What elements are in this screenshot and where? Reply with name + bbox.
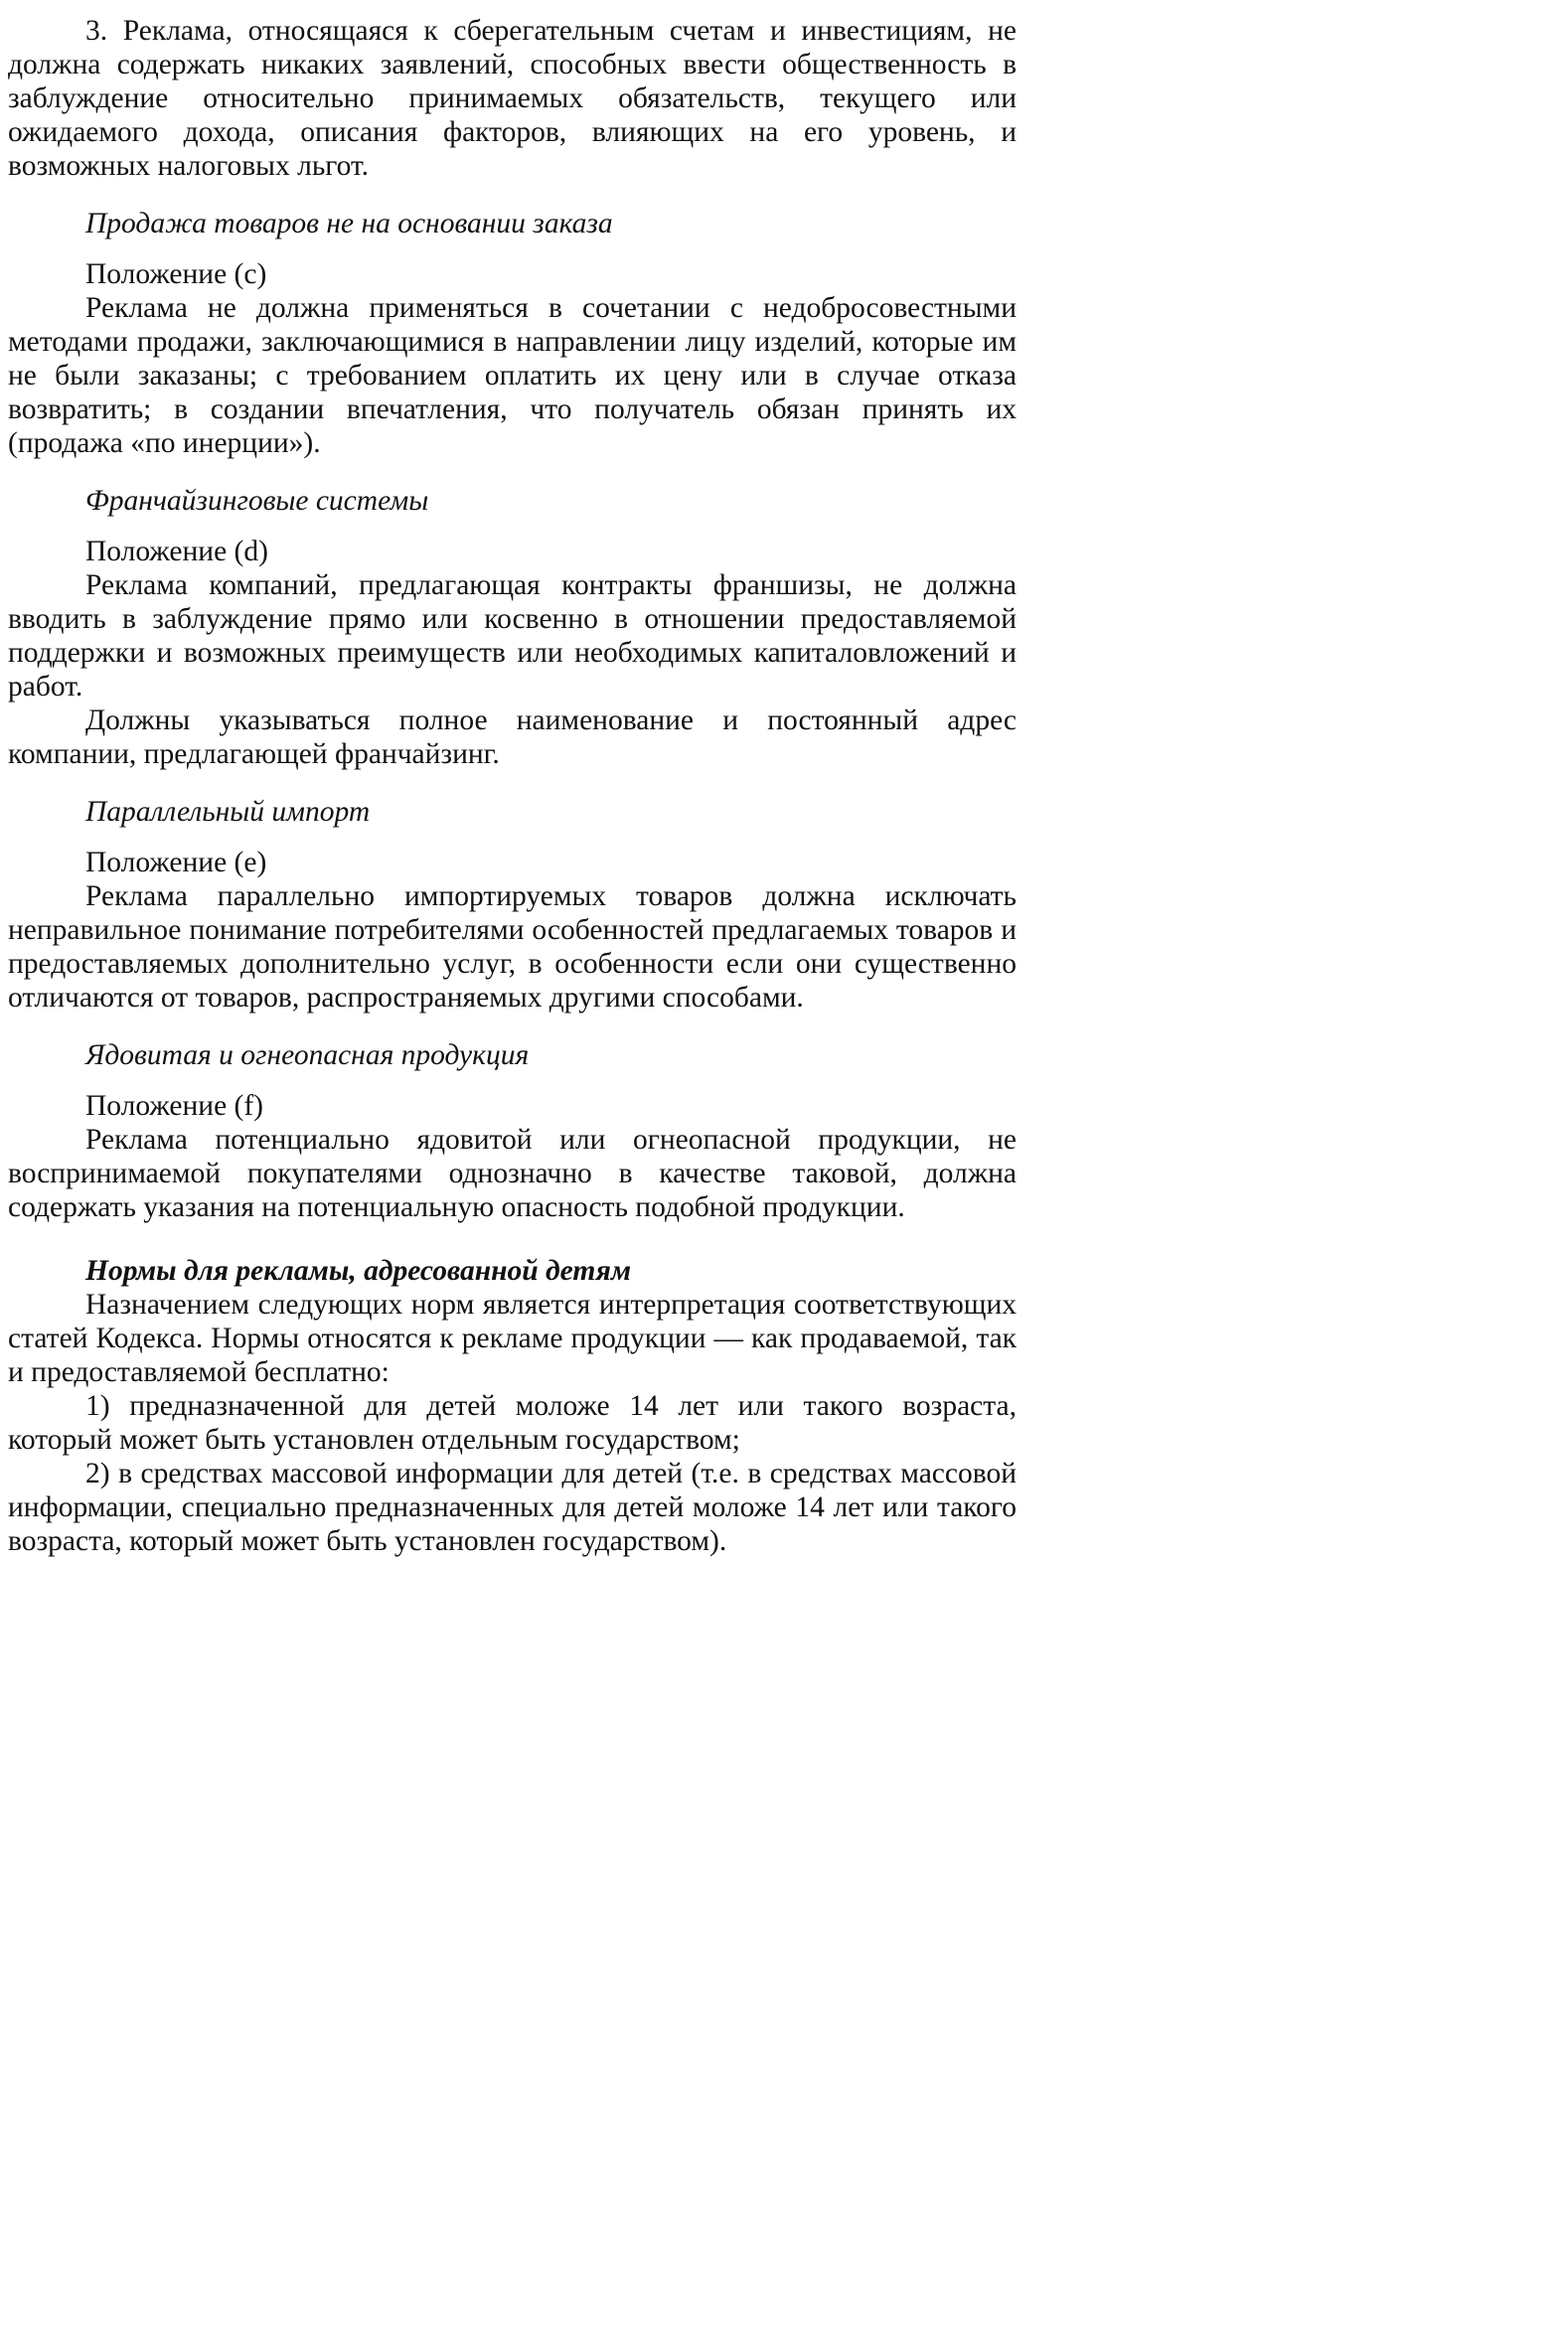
subheading-unsolicited-sales: Продажа товаров не на основании заказа — [85, 208, 613, 239]
clause-c: Положение (c) — [85, 258, 267, 290]
subheading-franchise-systems: Франчайзинговые системы — [85, 485, 429, 517]
paragraph-toxic-flammable: Реклама потенциально ядовитой или огнеопасной продукции, не воспринимаемой покупателями однозначно в качестве таковой, должна содержать указания на потенциальную опасность подобной продукции. — [8, 1124, 1017, 1223]
clause-f: Положение (f) — [85, 1090, 264, 1122]
paragraph-item-3: 3. Реклама, относящаяся к сберегательным счетам и инвестициям, не должна содержать никаких заявлений, способных ввести общественность в заблуждение относительно принимаемых обязательств, текущего или ожидаемого дохода, описания факторов, влияющих на его уровень, и возможных налоговых льгот. — [8, 15, 1017, 182]
subheading-toxic-flammable: Ядовитая и огнеопасная продукция — [85, 1039, 530, 1071]
paragraph-unsolicited-sales: Реклама не должна применяться в сочетании с недобросовестными методами продажи, заключающимися в направлении лицу изделий, которые им не были заказаны; с требованием оплатить их цену или в случае отказа возвратить; в создании впечатления, что получатель обязан принять их (продажа «по инерции»). — [8, 292, 1017, 459]
paragraph-franchise-2: Должны указываться полное наименование и постоянный адрес компании, предлагающей франчайзинг. — [8, 704, 1017, 770]
paragraph-children-intro: Назначением следующих норм является интерпретация соответствующих статей Кодекса. Нормы относятся к рекламе продукции — как продаваемой, так и предоставляемой бесплатно: — [8, 1289, 1017, 1388]
list-item-2: 2) в средствах массовой информации для детей (т.е. в средствах массовой информации, специально предназначенных для детей моложе 14 лет или такого возраста, который может быть установлен государством). — [8, 1458, 1017, 1557]
clause-e: Положение (e) — [85, 847, 267, 878]
clause-d: Положение (d) — [85, 536, 268, 567]
paragraph-franchise-1: Реклама компаний, предлагающая контракты франшизы, не должна вводить в заблуждение прямо или косвенно в отношении предоставляемой поддержки и возможных преимуществ или необходимых капиталовложений и работ. — [8, 569, 1017, 703]
paragraph-parallel-import: Реклама параллельно импортируемых товаров должна исключать неправильное понимание потребителями особенностей предлагаемых товаров и предоставляемых дополнительно услуг, в особенности если они существенно отличаются от товаров, распространяемых другими способами. — [8, 880, 1017, 1014]
subheading-parallel-import: Параллельный импорт — [85, 796, 371, 828]
list-item-1: 1) предназначенной для детей моложе 14 лет или такого возраста, который может быть установлен отдельным государством; — [8, 1390, 1017, 1456]
document-page — [0, 0, 1038, 1562]
section-heading-children-ads: Нормы для рекламы, адресованной детям — [85, 1255, 632, 1287]
